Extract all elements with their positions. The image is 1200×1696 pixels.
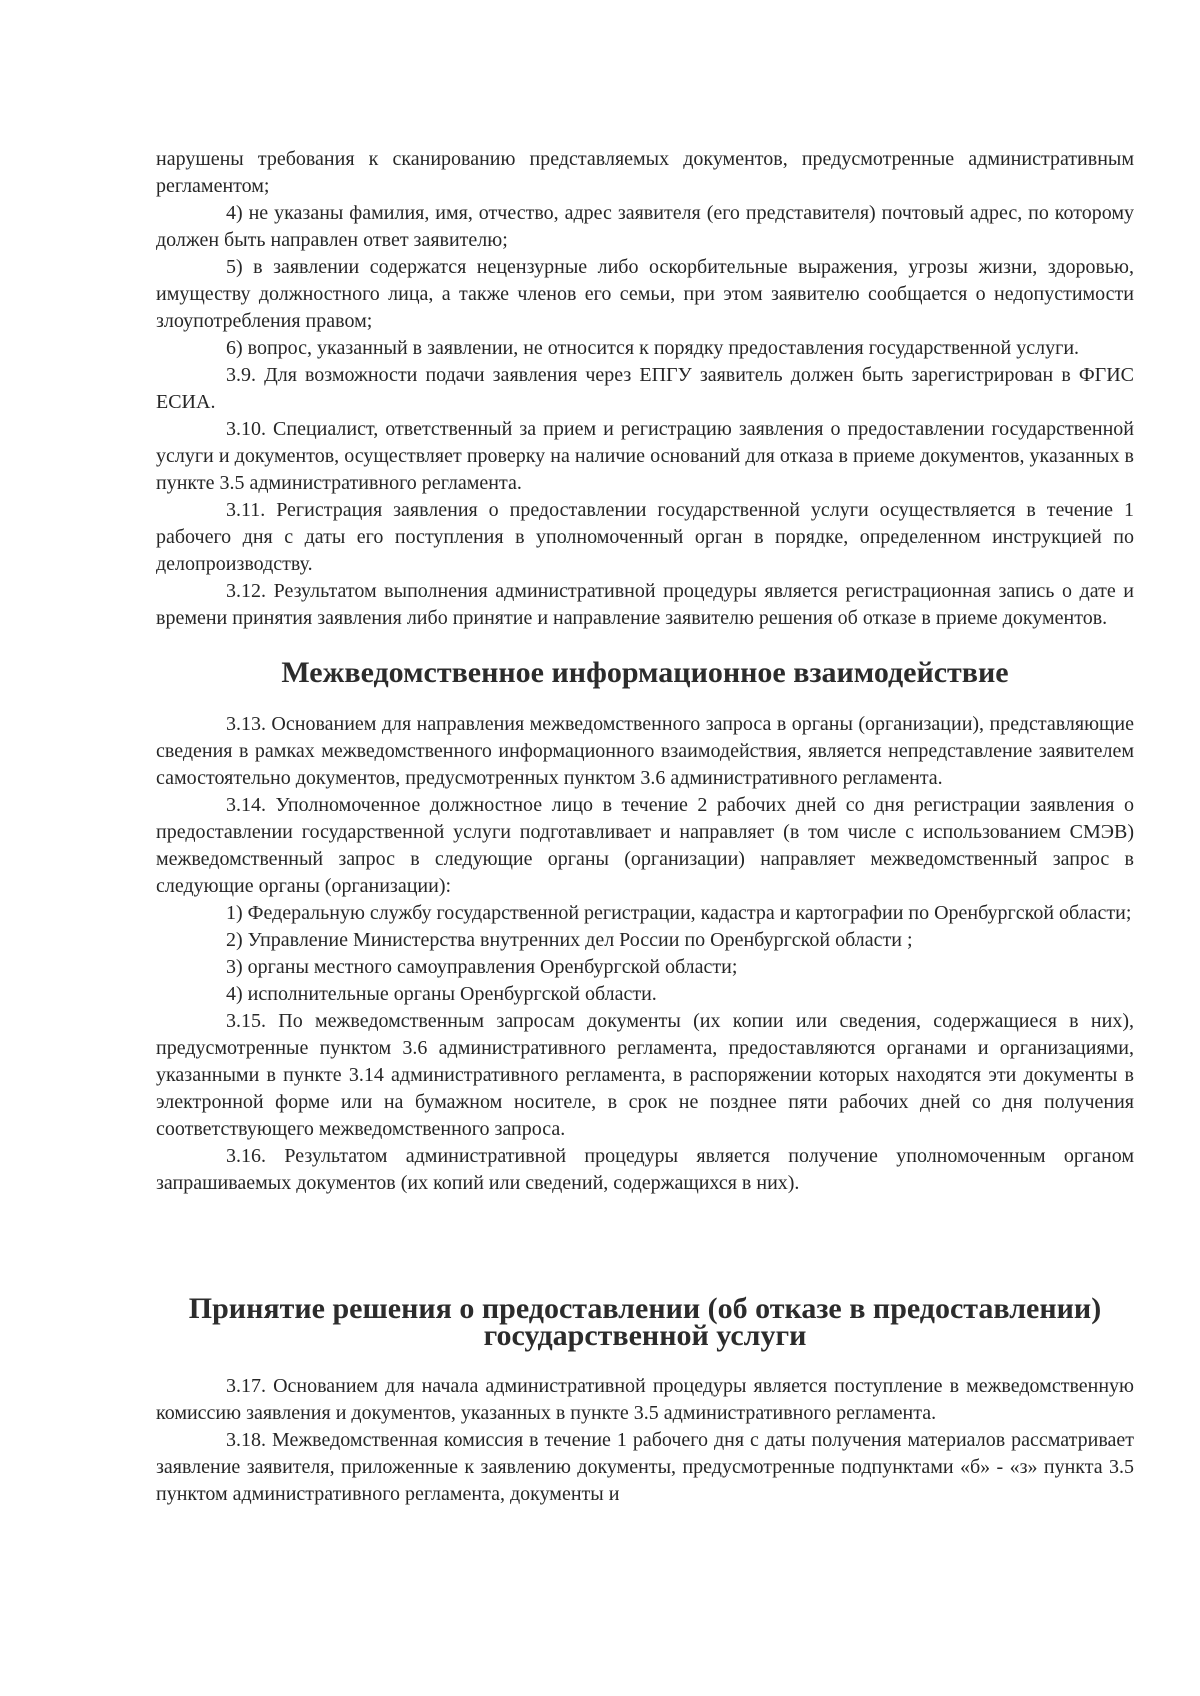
paragraph: 4) не указаны фамилия, имя, отчество, адрес заявителя (его представителя) почтовый адрес, по которому должен быть направлен ответ заявителю; — [156, 202, 1134, 251]
section-heading-line: государственной услуги — [483, 1319, 807, 1352]
document-page — [156, 146, 1134, 1508]
paragraph: 3.17. Основанием для начала административной процедуры является поступление в межведомственную комиссию заявления и документов, указанных в пункте 3.5 административного регламента. — [156, 1375, 1134, 1424]
section-heading-line: Принятие решения о предоставлении (об отказе в предоставлении) — [188, 1292, 1102, 1325]
paragraph: 5) в заявлении содержатся нецензурные либо оскорбительные выражения, угрозы жизни, здоровью, имуществу должностного лица, а также членов его семьи, при этом заявителю сообщается о недопустимости злоупотребления правом; — [156, 256, 1134, 332]
paragraph: 3.15. По межведомственным запросам документы (их копии или сведения, содержащиеся в них), предусмотренные пунктом 3.6 административного регламента, предоставляются органами и организациями, указанными в пункте 3.14 административного регламента, в распоряжении которых находятся эти документы в электронной форме или на бумажном носителе, в срок не позднее пяти рабочих дней со дня получения соответствующего межведомственного запроса. — [156, 1010, 1134, 1140]
list-item: 4) исполнительные органы Оренбургской области. — [226, 983, 657, 1005]
paragraph: нарушены требования к сканированию представляемых документов, предусмотренные административным регламентом; — [156, 148, 1134, 197]
list-item: 1) Федеральную службу государственной регистрации, кадастра и картографии по Оренбургской области; — [226, 902, 1132, 924]
section-heading: Межведомственное информационное взаимодействие — [281, 656, 1009, 689]
paragraph: 3.10. Специалист, ответственный за прием и регистрацию заявления о предоставлении государственной услуги и документов, осуществляет проверку на наличие оснований для отказа в приеме документов, указанных в пункте 3.5 административного регламента. — [156, 418, 1134, 494]
paragraph: 3.14. Уполномоченное должностное лицо в течение 2 рабочих дней со дня регистрации заявления о предоставлении государственной услуги подготавливает и направляет (в том числе с использованием СМЭВ) межведомственный запрос в следующие органы (организации) направляет межведомственный запрос в следующие органы (организации): — [156, 794, 1134, 897]
paragraph: 6) вопрос, указанный в заявлении, не относится к порядку предоставления государственной услуги. — [226, 337, 1080, 359]
section-heading — [156, 1292, 1134, 1352]
paragraph: 3.13. Основанием для направления межведомственного запроса в органы (организации), представляющие сведения в рамках межведомственного информационного взаимодействия, является непредставление заявителем самостоятельно документов, предусмотренных пунктом 3.6 административного регламента. — [156, 713, 1134, 789]
paragraph: 3.16. Результатом административной процедуры является получение уполномоченным органом запрашиваемых документов (их копий или сведений, содержащихся в них). — [156, 1145, 1134, 1194]
paragraph: 3.11. Регистрация заявления о предоставлении государственной услуги осуществляется в течение 1 рабочего дня с даты его поступления в уполномоченный орган в порядке, определенном инструкцией по делопроизводству. — [156, 499, 1134, 575]
list-item: 2) Управление Министерства внутренних дел России по Оренбургской области ; — [226, 929, 913, 951]
paragraph: 3.18. Межведомственная комиссия в течение 1 рабочего дня с даты получения материалов рассматривает заявление заявителя, приложенные к заявлению документы, предусмотренные подпунктами «б» - «з» пункта 3.5 пунктом административного регламента, документы и — [156, 1429, 1134, 1505]
paragraph: 3.9. Для возможности подачи заявления через ЕПГУ заявитель должен быть зарегистрирован в ФГИС ЕСИА. — [156, 364, 1134, 413]
paragraph: 3.12. Результатом выполнения административной процедуры является регистрационная запись о дате и времени принятия заявления либо принятие и направление заявителю решения об отказе в приеме документов. — [156, 580, 1134, 629]
list-item: 3) органы местного самоуправления Оренбургской области; — [226, 956, 738, 978]
